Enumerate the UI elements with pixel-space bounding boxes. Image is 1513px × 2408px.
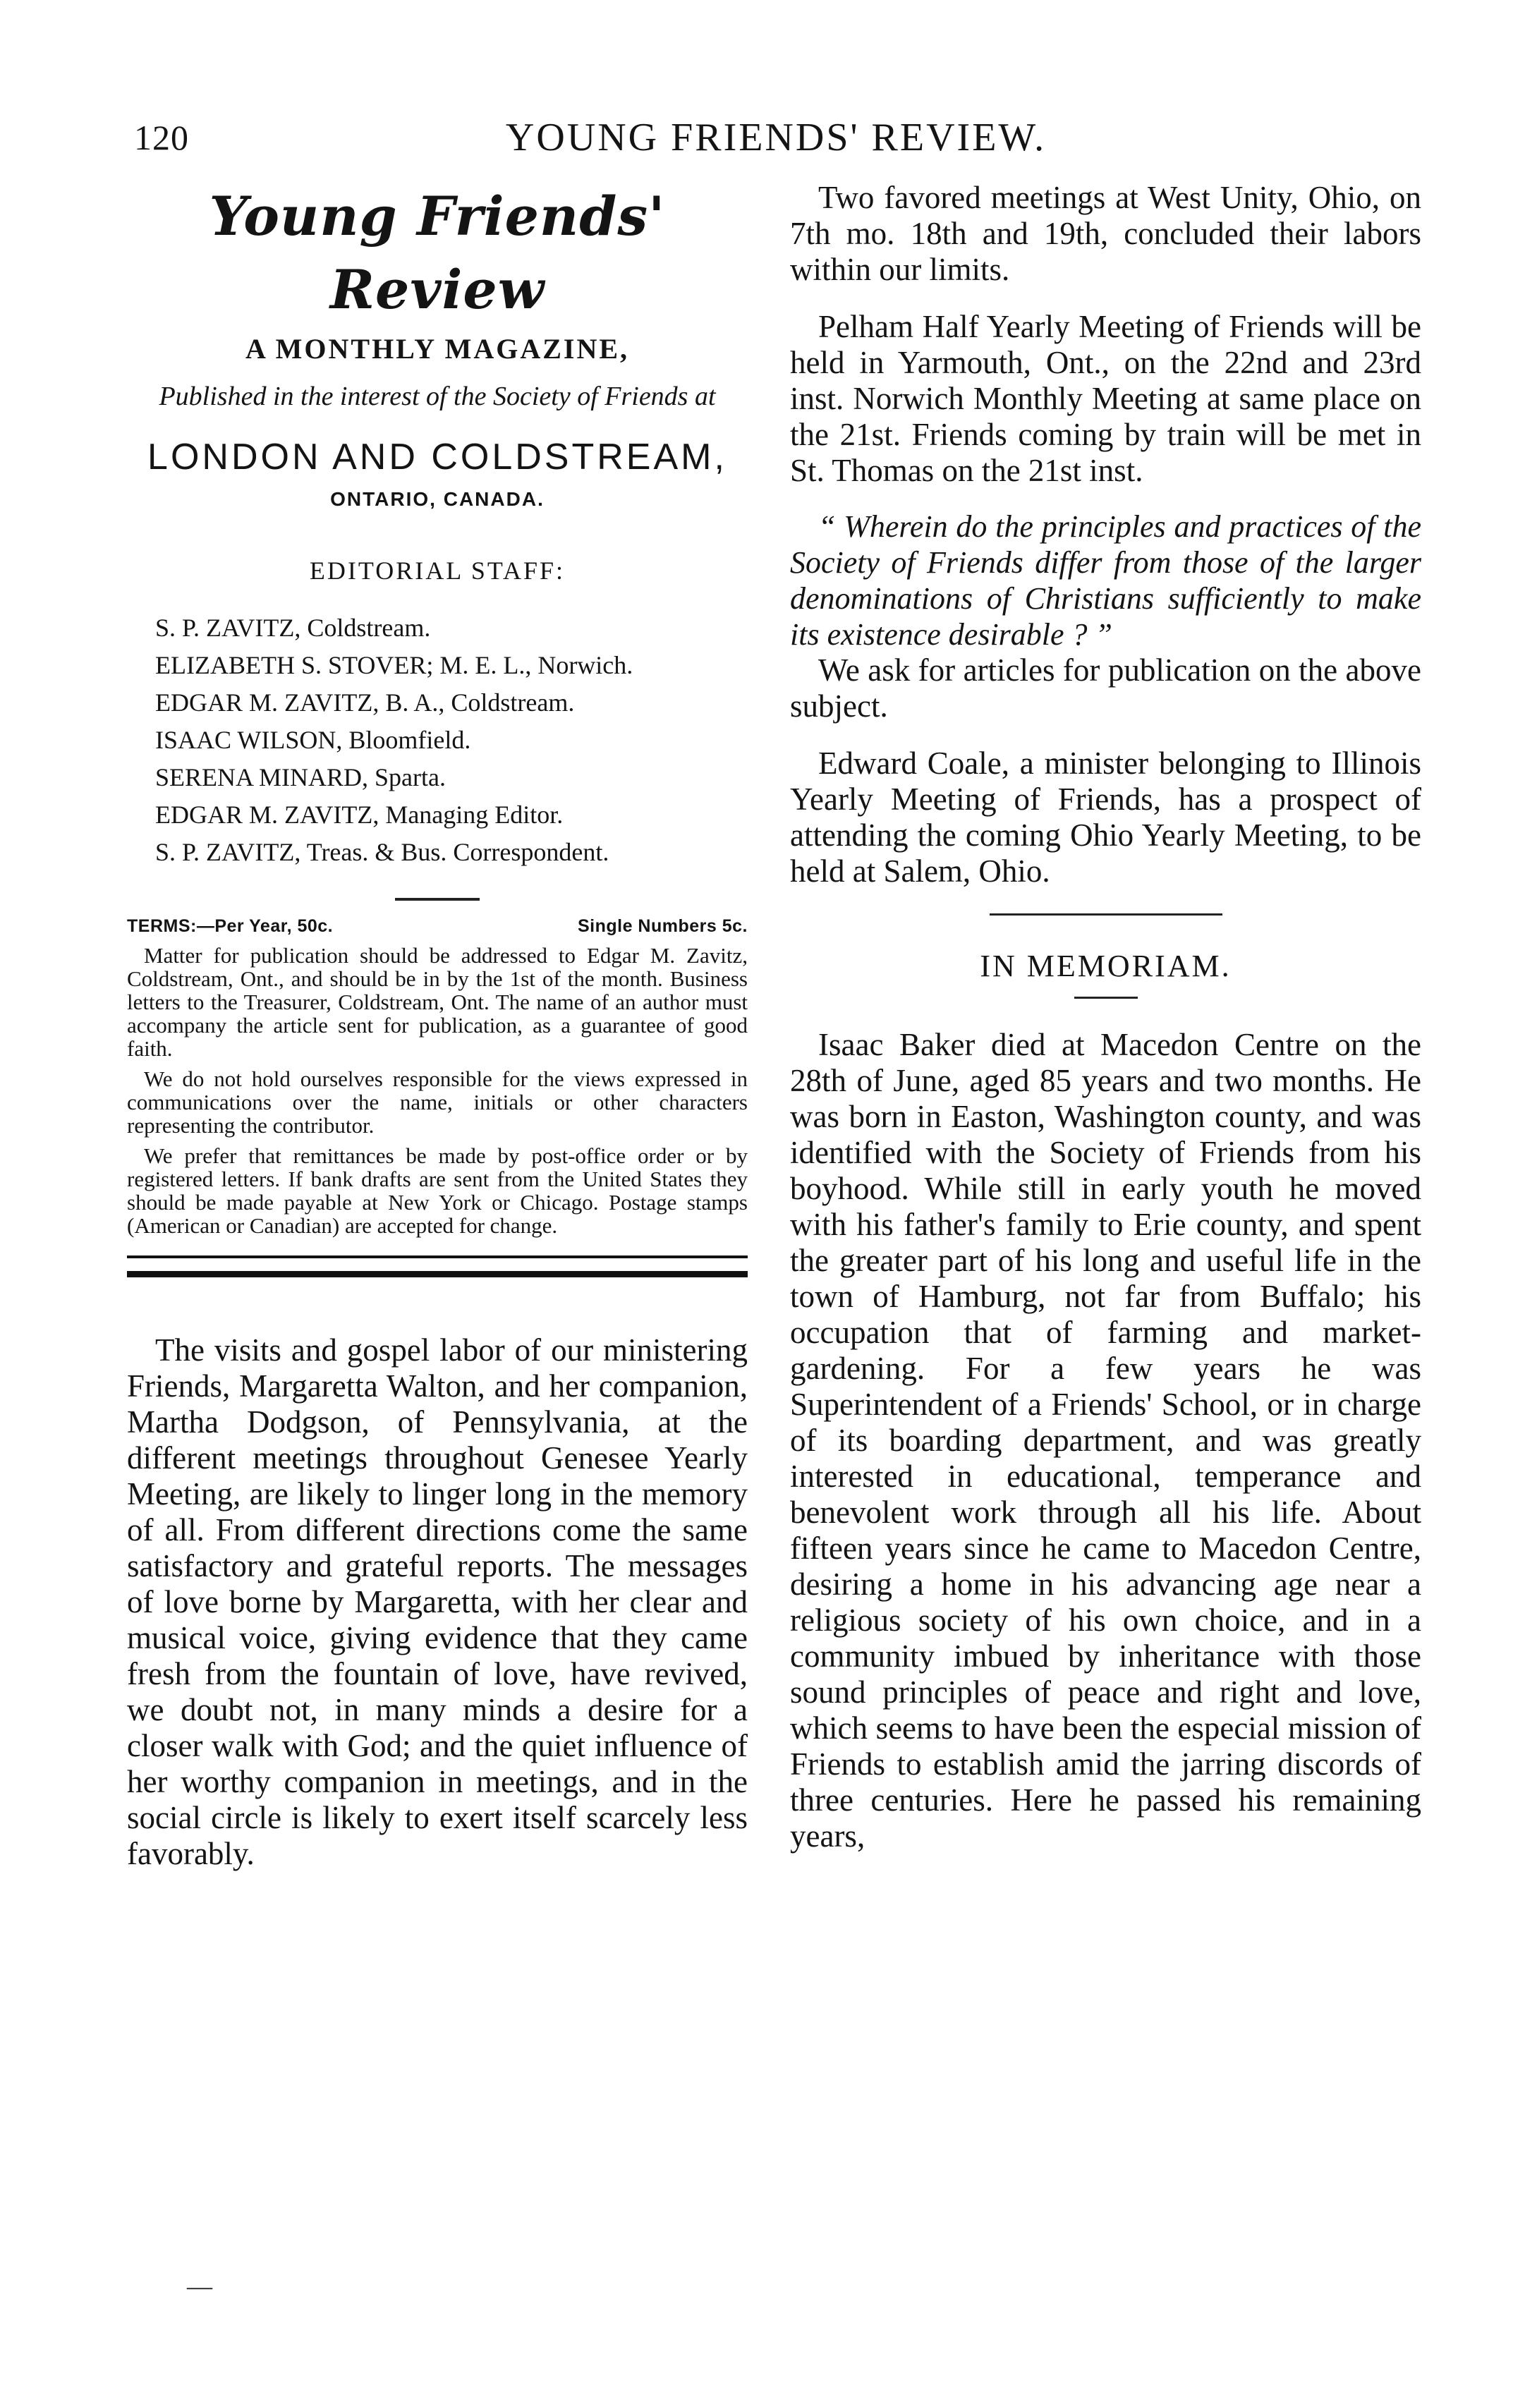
terms-single: Single Numbers 5c. xyxy=(577,916,748,936)
article-paragraph: The visits and gospel labor of our ministering Friends, Margaretta Walton, and her companion, Martha Dodgson, of Pennsylvania, at the different meetings throughout Genesee Yearly Meeting, are likely to linger long in the memory of all. From different directions come the same satisfactory and grateful reports. The messages of love borne by Margaretta, with her clear and musical voice, giving evidence that they came fresh from the fountain of love, have revived, we doubt not, in many minds a desire for a closer walk with God; and the quiet influence of her worthy companion in meetings, and in the social circle is likely to exert itself scarcely less favorably. xyxy=(127,1332,748,1871)
masthead-title: Young Friends' Review xyxy=(209,185,666,321)
page-number: 120 xyxy=(134,118,189,157)
terms-paragraph: We do not hold ourselves responsible for the views expressed in communications over the name, initials or other characters representing the contributor. xyxy=(127,1066,748,1138)
staff-member: SERENA MINARD, Sparta. xyxy=(155,763,446,791)
divider xyxy=(1074,997,1138,999)
right-column xyxy=(790,180,1421,1854)
terms-per-year: TERMS:—Per Year, 50c. xyxy=(127,916,334,936)
masthead xyxy=(127,180,748,511)
staff-member: S. P. ZAVITZ, Treas. & Bus. Correspondent. xyxy=(155,838,609,866)
double-divider xyxy=(127,1255,748,1277)
staff-member: EDGAR M. ZAVITZ, B. A., Coldstream. xyxy=(155,688,575,717)
running-title: YOUNG FRIENDS' REVIEW. xyxy=(505,116,1047,159)
masthead-place: LONDON AND COLDSTREAM, xyxy=(147,437,727,478)
terms-paragraph: We prefer that remittances be made by post-office order or by registered letters. If bank drafts are sent from the United States they should be made payable at New York or Chicago. Postage stamps (American or Canadian) are accepted for change. xyxy=(127,1143,748,1238)
left-column xyxy=(127,180,748,1872)
staff-member: S. P. ZAVITZ, Coldstream. xyxy=(155,614,431,642)
article-paragraph: Pelham Half Yearly Meeting of Friends will be held in Yarmouth, Ont., on the 22nd and 23rd inst. Norwich Monthly Meeting at same place on the 21st. Friends coming by train will be met in St. Thomas on the 21st inst. xyxy=(790,309,1421,488)
editorial-staff-heading: EDITORIAL STAFF: xyxy=(309,557,566,585)
terms-line xyxy=(127,916,748,937)
memoriam-paragraph: Isaac Baker died at Macedon Centre on the 28th of June, aged 85 years and two months. He was born in Easton, Washington county, and was identified with the Society of Friends from his boyhood. While still in early youth he moved with his father's family to Erie county, and spent the greater part of his long and useful life in the town of Hamburg, not far from Buffalo; his occupation that of farming and market-gardening. For a few years he was Superintendent of a Friends' School, or in charge of its boarding department, and was greatly interested in educational, temperance and benevolent work through all his life. About fifteen years since he came to Macedon Centre, desiring a home in his advancing age near a religious society of his own choice, and in a community imbued by inheritance with those sound principles of peace and right and love, which seems to have been the especial mission of Friends to establish amid the jarring discords of three centuries. Here he passed his remaining years, xyxy=(790,1027,1421,1854)
editorial-staff-list xyxy=(155,609,748,871)
divider xyxy=(395,898,480,901)
article-paragraph: Edward Coale, a minister belonging to Illinois Yearly Meeting of Friends, has a prospect of attending the coming Ohio Yearly Meeting, to be held at Salem, Ohio. xyxy=(790,746,1421,889)
divider xyxy=(990,913,1222,916)
staff-member: EDGAR M. ZAVITZ, Managing Editor. xyxy=(155,801,564,829)
masthead-published: Published in the interest of the Society of Friends at xyxy=(159,382,716,411)
staff-member: ELIZABETH S. STOVER; M. E. L., Norwich. xyxy=(155,651,633,679)
masthead-region: ONTARIO, CANADA. xyxy=(330,488,545,510)
footer-mark: — xyxy=(187,2272,212,2300)
staff-member: ISAAC WILSON, Bloomfield. xyxy=(155,726,471,754)
article-paragraph: We ask for articles for publication on the above subject. xyxy=(790,652,1421,724)
masthead-subtitle: A MONTHLY MAGAZINE, xyxy=(245,333,630,365)
memoriam-heading: IN MEMORIAM. xyxy=(980,949,1232,983)
article-paragraph: Two favored meetings at West Unity, Ohio, on 7th mo. 18th and 19th, concluded their labors within our limits. xyxy=(790,180,1421,287)
running-head xyxy=(134,106,1418,169)
question-quote: “ Wherein do the principles and practices of the Society of Friends differ from those of the larger denominations of Christians sufficiently to make its existence desirable ? ” xyxy=(790,509,1421,652)
terms-paragraph: Matter for publication should be addressed to Edgar M. Zavitz, Coldstream, Ont., and should be in by the 1st of the month. Business letters to the Treasurer, Coldstream, Ont. The name of an author must accompany the article sent for publication, as a guarantee of good faith. xyxy=(127,943,748,1061)
